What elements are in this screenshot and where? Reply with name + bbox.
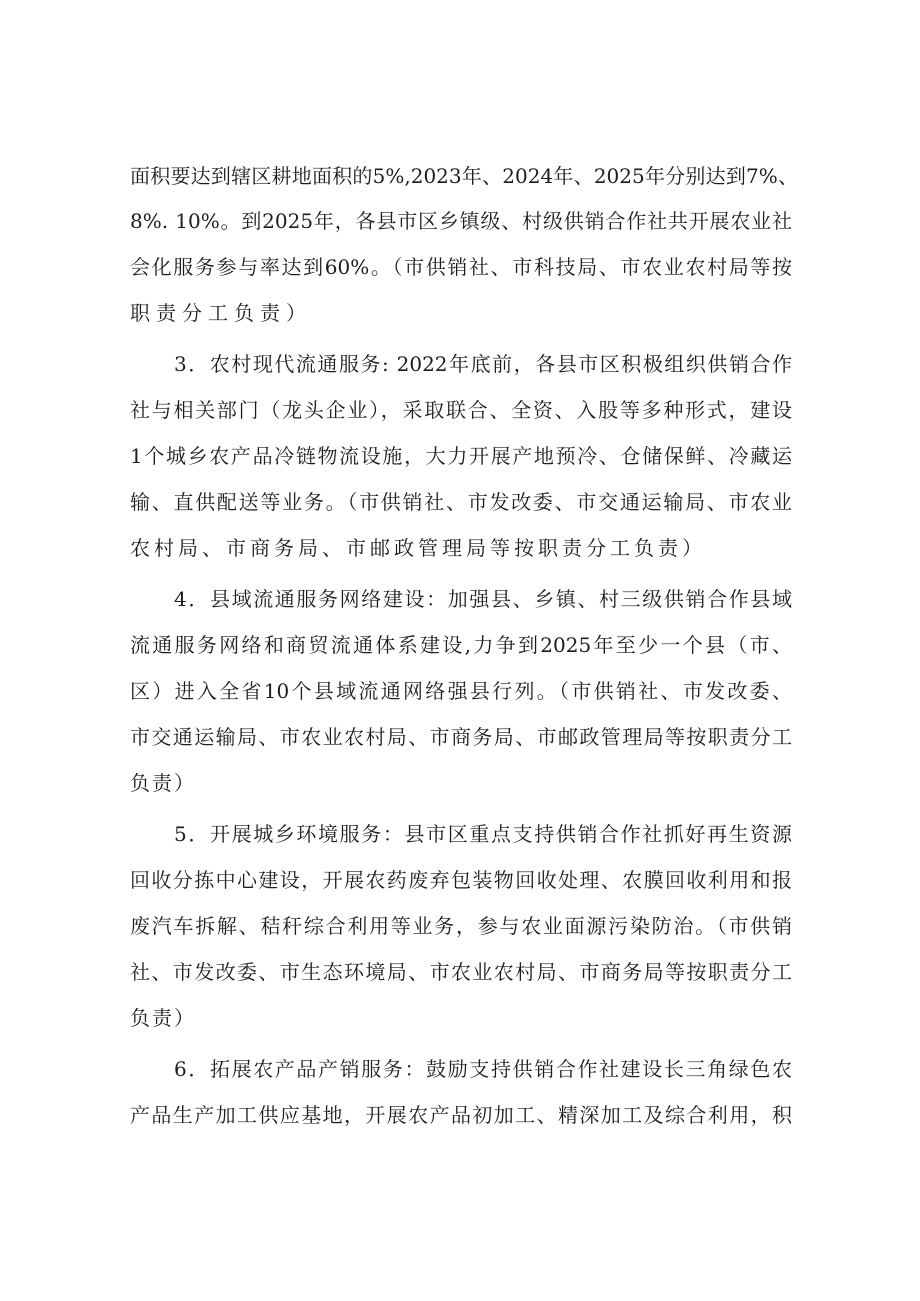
- line-text: 区）进入全省10个县域流通网络强县行列。（市供销社、市发改委、: [130, 679, 792, 703]
- line-text: 流通服务网络和商贸流通体系建设,力争到2025年至少一个县（市、: [130, 633, 792, 657]
- line-text: 负责）: [130, 1006, 196, 1030]
- line-text: 职责分工负责）: [130, 301, 312, 325]
- text-line: [0, 715, 920, 759]
- text-line: [0, 761, 920, 805]
- text-line: [0, 199, 920, 243]
- text-line: [0, 577, 920, 621]
- line-text: 4．县域流通服务网络建设：加强县、乡镇、村三级供销合作县域: [174, 587, 792, 611]
- line-text: 市交通运输局、市农业农村局、市商务局、市邮政管理局等按职责分工: [130, 725, 792, 749]
- text-line: [0, 812, 920, 856]
- text-line: [0, 623, 920, 667]
- line-text: 农村局、市商务局、市邮政管理局等按职责分工负责）: [130, 536, 706, 560]
- line-text: 负责）: [130, 771, 196, 795]
- text-line: [0, 669, 920, 713]
- text-line: [0, 1047, 920, 1091]
- text-line: [0, 245, 920, 289]
- line-text: 3．农村现代流通服务: 2022年底前，各县市区积极组织供销合作: [174, 352, 792, 376]
- text-line: [0, 291, 920, 335]
- line-text: 5．开展城乡环境服务：县市区重点支持供销合作社抓好再生资源: [174, 822, 792, 846]
- text-line: [0, 388, 920, 432]
- line-text: 1个城乡农产品冷链物流设施，大力开展产地预冷、仓储保鲜、冷藏运: [130, 444, 792, 468]
- line-text: 会化服务参与率达到60%。（市供销社、市科技局、市农业农村局等按: [130, 255, 792, 279]
- text-line: [0, 480, 920, 524]
- line-text: 输、直供配送等业务。（市供销社、市发改委、市交通运输局、市农业: [130, 490, 792, 514]
- line-text: 社与相关部门（龙头企业），采取联合、全资、入股等多种形式，建设: [130, 398, 792, 422]
- text-line: [0, 996, 920, 1040]
- line-text: 产品生产加工供应基地，开展农产品初加工、精深加工及综合利用，积: [130, 1103, 792, 1127]
- text-line: [0, 434, 920, 478]
- text-line: [0, 1093, 920, 1137]
- line-text: 6．拓展农产品产销服务：鼓励支持供销合作社建设长三角绿色农: [174, 1057, 792, 1081]
- text-line: [0, 858, 920, 902]
- text-line: [0, 154, 920, 198]
- text-line: [0, 526, 920, 570]
- line-text: 8%. 10%。到2025年，各县市区乡镇级、村级供销合作社共开展农业社: [130, 209, 792, 233]
- text-line: [0, 342, 920, 386]
- line-text: 回收分拣中心建设，开展农药废弃包装物回收处理、农膜回收利用和报: [130, 868, 792, 892]
- line-text: 面积要达到辖区耕地面积的5%,2023年、2024年、2025年分别达到7%、: [130, 164, 798, 188]
- line-text: 社、市发改委、市生态环境局、市农业农村局、市商务局等按职责分工: [130, 960, 792, 984]
- text-line: [0, 904, 920, 948]
- line-text: 废汽车拆解、秸秆综合利用等业务，参与农业面源污染防治。（市供销: [130, 914, 792, 938]
- text-line: [0, 950, 920, 994]
